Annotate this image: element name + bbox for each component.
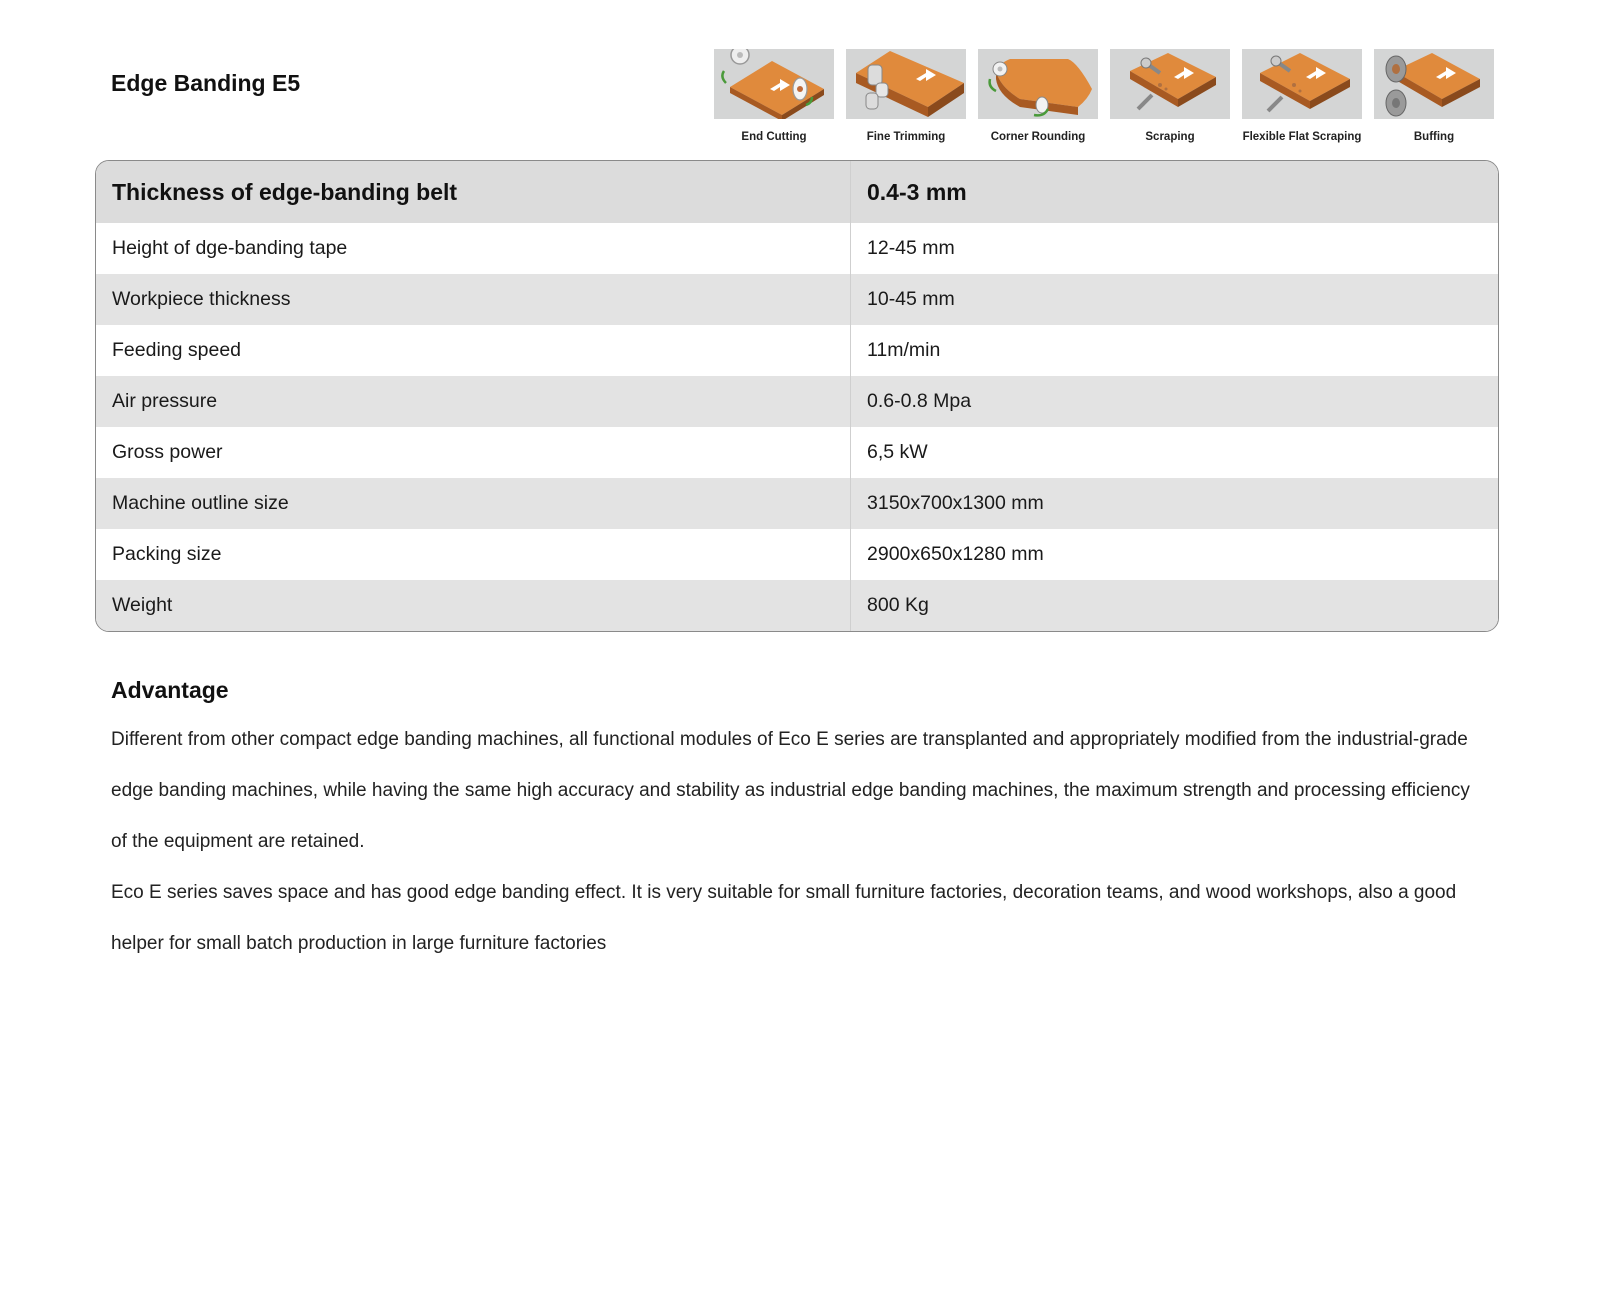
table-row [96, 478, 1498, 529]
feature-label: Corner Rounding [990, 131, 1086, 143]
spec-table [95, 160, 1499, 632]
spec-value: 3150x700x1300 mm [867, 492, 1044, 514]
feature-fine-trimming [846, 49, 966, 143]
table-row [96, 274, 1498, 325]
spec-value: 11m/min [867, 339, 941, 361]
spec-value: 6,5 kW [867, 441, 928, 463]
spec-value: 800 Kg [867, 594, 929, 616]
feature-flexible-flat-scraping [1242, 49, 1362, 143]
feature-label: Buffing [1413, 131, 1455, 143]
spec-label: Gross power [96, 427, 851, 478]
advantage-paragraph: Eco E series saves space and has good edge banding effect. It is very suitable for small furniture factories, decoration teams, and wood workshops, also a good helper for small batch production in large furniture factories [111, 882, 1457, 954]
advantage-heading: Advantage [111, 677, 229, 703]
feature-end-cutting [714, 49, 834, 143]
table-row [96, 223, 1498, 274]
spec-label: Air pressure [96, 376, 851, 427]
end-cutting-icon [714, 49, 834, 119]
spec-value: 0.4-3 mm [867, 178, 967, 205]
spec-label: Feeding speed [96, 325, 851, 376]
feature-label: Flexible Flat Scraping [1242, 131, 1362, 143]
spec-header-row [96, 161, 1498, 223]
spec-value: 0.6-0.8 Mpa [867, 390, 972, 412]
table-row [96, 325, 1498, 376]
feature-label: End Cutting [741, 131, 807, 143]
process-feature-strip [714, 49, 1494, 143]
feature-buffing [1374, 49, 1494, 143]
scraping-icon [1110, 49, 1230, 119]
table-row [96, 529, 1498, 580]
spec-value: 10-45 mm [867, 288, 955, 310]
fine-trimming-icon [846, 49, 966, 119]
feature-scraping [1110, 49, 1230, 143]
feature-corner-rounding [978, 49, 1098, 143]
advantage-body [111, 714, 1471, 969]
table-row [96, 580, 1498, 631]
page-title: Edge Banding E5 [111, 70, 301, 96]
spec-value: 2900x650x1280 mm [867, 543, 1044, 565]
spec-label: Weight [96, 580, 851, 631]
spec-label: Machine outline size [96, 478, 851, 529]
table-row [96, 427, 1498, 478]
spec-label: Thickness of edge-banding belt [96, 161, 851, 223]
advantage-paragraph: Different from other compact edge banding machines, all functional modules of Eco E series are transplanted and appropriately modified from the industrial-grade edge banding machines, while having the same high accuracy and stability as industrial edge banding machines, the maximum strength and processing efficiency of the equipment are retained. [111, 729, 1470, 852]
feature-label: Scraping [1145, 131, 1195, 143]
buffing-icon [1374, 49, 1494, 119]
table-row [96, 376, 1498, 427]
feature-label: Fine Trimming [866, 131, 946, 143]
corner-rounding-icon [978, 49, 1098, 119]
spec-value: 12-45 mm [867, 237, 955, 259]
spec-label: Height of dge-banding tape [96, 223, 851, 274]
spec-label: Workpiece thickness [96, 274, 851, 325]
spec-label: Packing size [96, 529, 851, 580]
flexible-flat-scraping-icon [1242, 49, 1362, 119]
